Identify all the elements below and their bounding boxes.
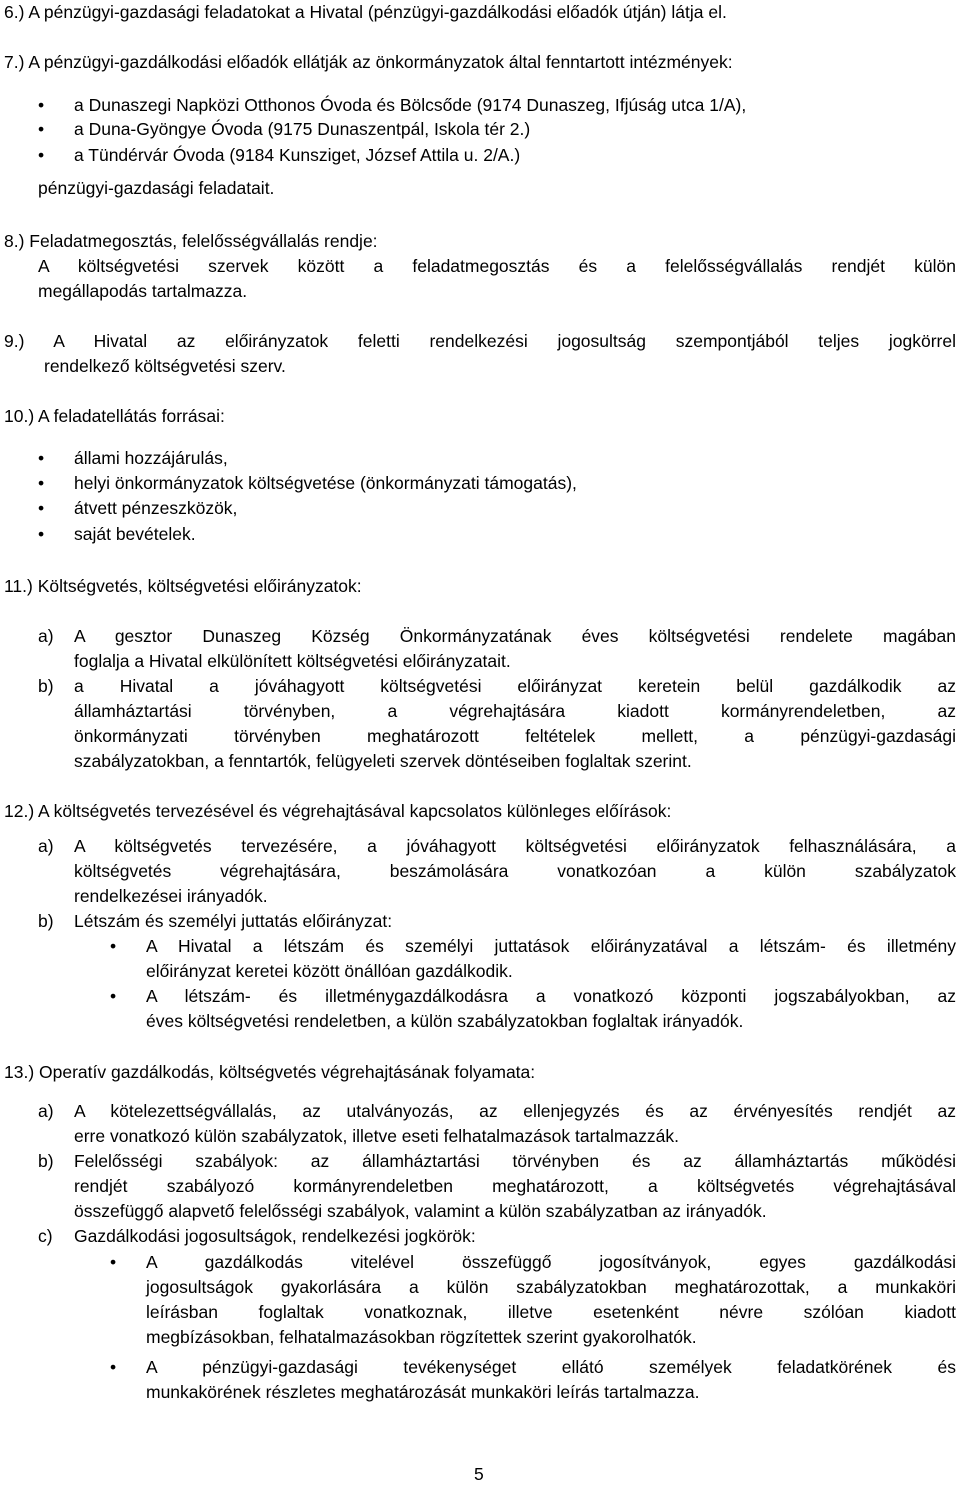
list-item: átvett pénzeszközök, xyxy=(74,498,238,518)
paragraph-line: önkormányzati törvényben meghatározott feltételek mellett, a pénzügyi-gazdasági xyxy=(74,726,956,746)
list-item: a Dunaszegi Napközi Otthonos Óvoda és Bölcsőde (9174 Dunaszeg, Ifjúság utca 1/A), xyxy=(74,95,747,115)
item-label-a: a) xyxy=(38,836,54,856)
section-7-heading: 7.) A pénzügyi-gazdálkodási előadók ellátják az önkormányzatok által fenntartott intézmények: xyxy=(4,52,733,72)
paragraph-line: költségvetés végrehajtására, beszámolására vonatkozóan a külön szabályzatok xyxy=(74,861,956,881)
item-label-b: b) xyxy=(38,676,54,696)
paragraph-line: rendjét szabályozó kormányrendeletben meghatározott, a költségvetés végrehajtásával xyxy=(74,1176,956,1196)
section-11-heading: 11.) Költségvetés, költségvetési előirányzatok: xyxy=(4,576,362,596)
item-label-c: c) xyxy=(38,1226,53,1246)
section-9-text-line: 9.) A Hivatal az előirányzatok feletti rendelkezési jogosultság szempontjából teljes jogkörrel xyxy=(4,331,956,351)
paragraph-line: leírásban foglaltak vonatkoznak, illetve esetenként névre szólóan kiadott xyxy=(146,1302,956,1322)
bullet-icon: • xyxy=(38,524,45,544)
paragraph-line: munkakörének részletes meghatározását munkaköri leírás tartalmazza. xyxy=(146,1382,700,1402)
bullet-icon: • xyxy=(38,119,45,139)
paragraph-line: rendelkezései irányadók. xyxy=(74,886,268,906)
section-8-heading: 8.) Feladatmegosztás, felelősségvállalás rendje: xyxy=(4,231,378,251)
subsection-title: Létszám és személyi juttatás előirányzat: xyxy=(74,911,393,931)
paragraph-line: jogosultságok gyakorlására a külön szabályzatokban meghatározottak, a munkaköri xyxy=(146,1277,956,1297)
section-6-text: 6.) A pénzügyi-gazdasági feladatokat a Hivatal (pénzügyi-gazdálkodási előadók útján) látja el. xyxy=(4,2,727,22)
bullet-icon: • xyxy=(38,145,45,165)
item-label-a: a) xyxy=(38,626,54,646)
list-item: állami hozzájárulás, xyxy=(74,448,228,468)
item-label-a: a) xyxy=(38,1101,54,1121)
paragraph-line: összefüggő alapvető felelősségi szabályok, valamint a külön szabályzatban az irányadók. xyxy=(74,1201,767,1221)
paragraph-line: megbízásokban, felhatalmazásokban rögzítettek szerint gyakorolhatók. xyxy=(146,1327,697,1347)
subsection-title: Gazdálkodási jogosultságok, rendelkezési jogkörök: xyxy=(74,1226,476,1246)
section-10-heading: 10.) A feladatellátás forrásai: xyxy=(4,406,225,426)
bullet-icon: • xyxy=(38,448,45,468)
section-13-heading: 13.) Operatív gazdálkodás, költségvetés végrehajtásának folyamata: xyxy=(4,1062,536,1082)
paragraph-line: A gesztor Dunaszeg Község Önkormányzatának éves költségvetési rendelete magában xyxy=(74,626,956,646)
paragraph-line: foglalja a Hivatal elkülönített költségvetési előirányzatait. xyxy=(74,651,511,671)
paragraph-line: A létszám- és illetménygazdálkodásra a vonatkozó központi jogszabályokban, az xyxy=(146,986,956,1006)
bullet-icon: • xyxy=(38,473,45,493)
paragraph-line: államháztartási törvényben, a végrehajtására kiadott kormányrendeletben, az xyxy=(74,701,956,721)
section-9-text-line: rendelkező költségvetési szerv. xyxy=(44,356,286,376)
section-7-tail: pénzügyi-gazdasági feladatait. xyxy=(38,178,275,198)
paragraph-line: előirányzat keretei között önállóan gazdálkodik. xyxy=(146,961,513,981)
list-item: saját bevételek. xyxy=(74,524,196,544)
paragraph-line: a Hivatal a jóváhagyott költségvetési előirányzat keretein belül gazdálkodik az xyxy=(74,676,956,696)
list-item: a Duna-Gyöngye Óvoda (9175 Dunaszentpál, Iskola tér 2.) xyxy=(74,119,531,139)
paragraph-line: erre vonatkozó külön szabályzatok, illetve eseti felhatalmazások tartalmazzák. xyxy=(74,1126,680,1146)
bullet-icon: • xyxy=(110,1252,117,1272)
paragraph-line: éves költségvetési rendeletben, a külön szabályzatokban foglaltak irányadók. xyxy=(146,1011,744,1031)
list-item: a Tündérvár Óvoda (9184 Kunsziget, József Attila u. 2/A.) xyxy=(74,145,521,165)
paragraph-line: A költségvetés tervezésére, a jóváhagyott költségvetési előirányzatok felhasználására, a xyxy=(74,836,956,856)
paragraph-line: szabályzatokban, a fenntartók, felügyeleti szervek döntéseiben foglaltak szerint. xyxy=(74,751,692,771)
paragraph-line: A pénzügyi-gazdasági tevékenységet ellátó személyek feladatkörének és xyxy=(146,1357,956,1377)
list-item: helyi önkormányzatok költségvetése (önkormányzati támogatás), xyxy=(74,473,577,493)
bullet-icon: • xyxy=(110,936,117,956)
section-8-text-line: A költségvetési szervek között a feladatmegosztás és a felelősségvállalás rendjét külön xyxy=(38,256,956,276)
section-12-heading: 12.) A költségvetés tervezésével és végrehajtásával kapcsolatos különleges előírások: xyxy=(4,801,672,821)
paragraph-line: A gazdálkodás vitelével összefüggő jogosítványok, egyes gazdálkodási xyxy=(146,1252,956,1272)
paragraph-line: A Hivatal a létszám és személyi juttatások előirányzatával a létszám- és illetmény xyxy=(146,936,956,956)
item-label-b: b) xyxy=(38,1151,54,1171)
section-8-text-line: megállapodás tartalmazza. xyxy=(38,281,248,301)
bullet-icon: • xyxy=(38,95,45,115)
item-label-b: b) xyxy=(38,911,54,931)
page-number: 5 xyxy=(474,1464,484,1484)
bullet-icon: • xyxy=(110,1357,117,1377)
bullet-icon: • xyxy=(110,986,117,1006)
paragraph-line: A kötelezettségvállalás, az utalványozás, az ellenjegyzés és az érvényesítés rendjét az xyxy=(74,1101,956,1121)
paragraph-line: Felelősségi szabályok: az államháztartási törvényben és az államháztartás működési xyxy=(74,1151,956,1171)
bullet-icon: • xyxy=(38,498,45,518)
